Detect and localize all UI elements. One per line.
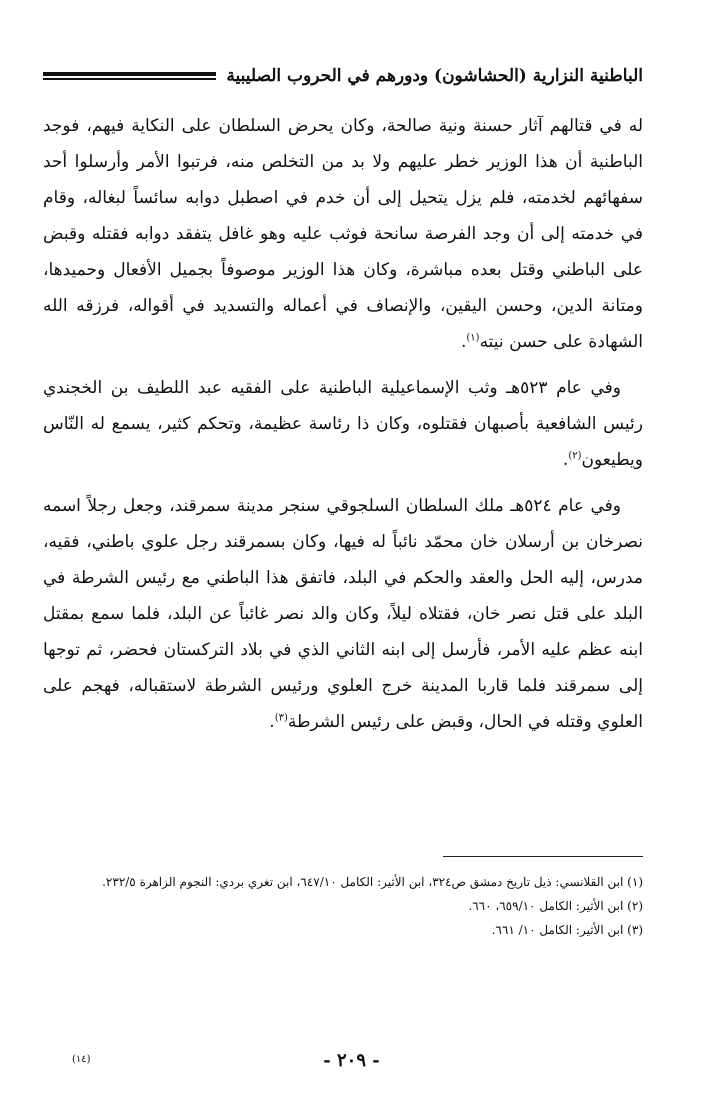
running-header bbox=[43, 60, 643, 92]
footnote: (٢) ابن الأثير: الكامل ٦٥٩/١٠، ٦٦٠. bbox=[468, 899, 643, 913]
paragraph: وفي عام ٥٢٣هـ وثب الإسماعيلية الباطنية على الفقيه عبد اللطيف بن الخجندي رئيس الشافعية بأصبهان فقتلوه، وكان ذا رئاسة عظيمة، وتحكم كثير، يسمع له النّاس ويطيعون$^{(٢)}$. bbox=[43, 378, 643, 470]
paragraph-text: له في قتالهم آثار حسنة ونية صالحة، وكان يحرض السلطان على النكاية فيهم، فوجد الباطنية أن هذا الوزير خطر عليهم ولا بد من التخلص منه، فرتبوا الأمر وأرسلوا أحد سفهائهم لخدمته، فلم يزل يتحيل إلى أن خدم في اصطبل دوابه سائساً لبغاله، وقام في خدمته إلى أن وجد الفرصة سانحة فوثب عليه وهو غافل يتفقد دوابه فقتله وقبض على الباطني وقتل بعده مباشرة، وكان هذا الوزير موصوفاً بجميل الأفعال وحميدها، ومتانة الدين، وحسن اليقين، والإنصاف في أعماله والتسديد في أقواله، فرزقه الله الشهادة على حسن نيته bbox=[43, 116, 643, 352]
sheet-mark: (١٤) bbox=[72, 1054, 91, 1065]
footnotes bbox=[43, 870, 643, 942]
header-rule bbox=[43, 72, 216, 80]
page-number: - ٢٠٩ - bbox=[323, 1050, 380, 1071]
paragraph: له في قتالهم آثار حسنة ونية صالحة، وكان يحرض السلطان على النكاية فيهم، فوجد الباطنية أن هذا الوزير خطر عليهم ولا بد من التخلص منه، فرتبوا الأمر وأرسلوا أحد سفهائهم لخدمته، فلم يزل يتحيل إلى أن خدم في اصطبل دوابه سائساً لبغاله، وقام في خدمته إلى أن وجد الفرصة سانحة فوثب عليه وهو غافل يتفقد دوابه فقتله وقبض على الباطني وقتل بعده مباشرة، وكان هذا الوزير موصوفاً بجميل الأفعال وحميدها، ومتانة الدين، وحسن اليقين، والإنصاف في أعماله والتسديد في أقواله، فرزقه الله الشهادة على حسن نيته$^{(١)}$. bbox=[43, 116, 643, 352]
paragraph-text: وفي عام ٥٢٤هـ ملك السلطان السلجوقي سنجر مدينة سمرقند، وجعل رجلاً اسمه نصرخان بن أرسلان خان محمّد نائباً له فيها، وكان بسمرقند رجل علوي باطني، فقيه، مدرس، إليه الحل والعقد والحكم في البلد، فاتفق هذا الباطني مع رئيس الشرطة في البلد على قتل نصر خان، فقتلاه ليلاً، وكان والد نصر غائباً عن البلد، فلما سمع بمقتل ابنه عظم عليه الأمر، فأرسل إلى ابنه الثاني الذي في بلاد التركستان فحضر، ثم توجها إلى سمرقند فلما قاربا المدينة خرج العلوي ورئيس الشرطة لاستقباله، فهجم على العلوي وقتله في الحال، وقبض على رئيس الشرطة bbox=[43, 496, 643, 732]
running-header-title: الباطنية النزارية (الحشاشون) ودورهم في الحروب الصليبية bbox=[226, 66, 643, 86]
paragraph: وفي عام ٥٢٤هـ ملك السلطان السلجوقي سنجر مدينة سمرقند، وجعل رجلاً اسمه نصرخان بن أرسلان خان محمّد نائباً له فيها، وكان بسمرقند رجل علوي باطني، فقيه، مدرس، إليه الحل والعقد والحكم في البلد، فاتفق هذا الباطني مع رئيس الشرطة في البلد على قتل نصر خان، فقتلاه ليلاً، وكان والد نصر غائباً عن البلد، فلما سمع بمقتل ابنه عظم عليه الأمر، فأرسل إلى ابنه الثاني الذي في بلاد التركستان فحضر، ثم توجها إلى سمرقند فلما قاربا المدينة خرج العلوي ورئيس الشرطة لاستقباله، فهجم على العلوي وقتله في الحال، وقبض على رئيس الشرطة$^{(٣)}$. bbox=[43, 496, 643, 732]
footnote-ref: (١) bbox=[466, 332, 480, 344]
footnote: (١) ابن القلانسي: ذيل تاريخ دمشق ص٣٢٤، ابن الأثير: الكامل ٦٤٧/١٠، ابن تغري بردي: النجوم الزاهرة ٢٣٢/٥. bbox=[102, 875, 643, 889]
main-text bbox=[43, 108, 643, 750]
footnote-ref: (٣) bbox=[274, 712, 288, 724]
footnote: (٣) ابن الأثير: الكامل ١٠/ ٦٦١. bbox=[491, 923, 643, 937]
footnote-separator bbox=[443, 856, 643, 857]
paragraph-text: وفي عام ٥٢٣هـ وثب الإسماعيلية الباطنية على الفقيه عبد اللطيف بن الخجندي رئيس الشافعية بأصبهان فقتلوه، وكان ذا رئاسة عظيمة، وتحكم كثير، يسمع له النّاس ويطيعون bbox=[43, 378, 643, 470]
footnote-ref: (٢) bbox=[568, 450, 582, 462]
